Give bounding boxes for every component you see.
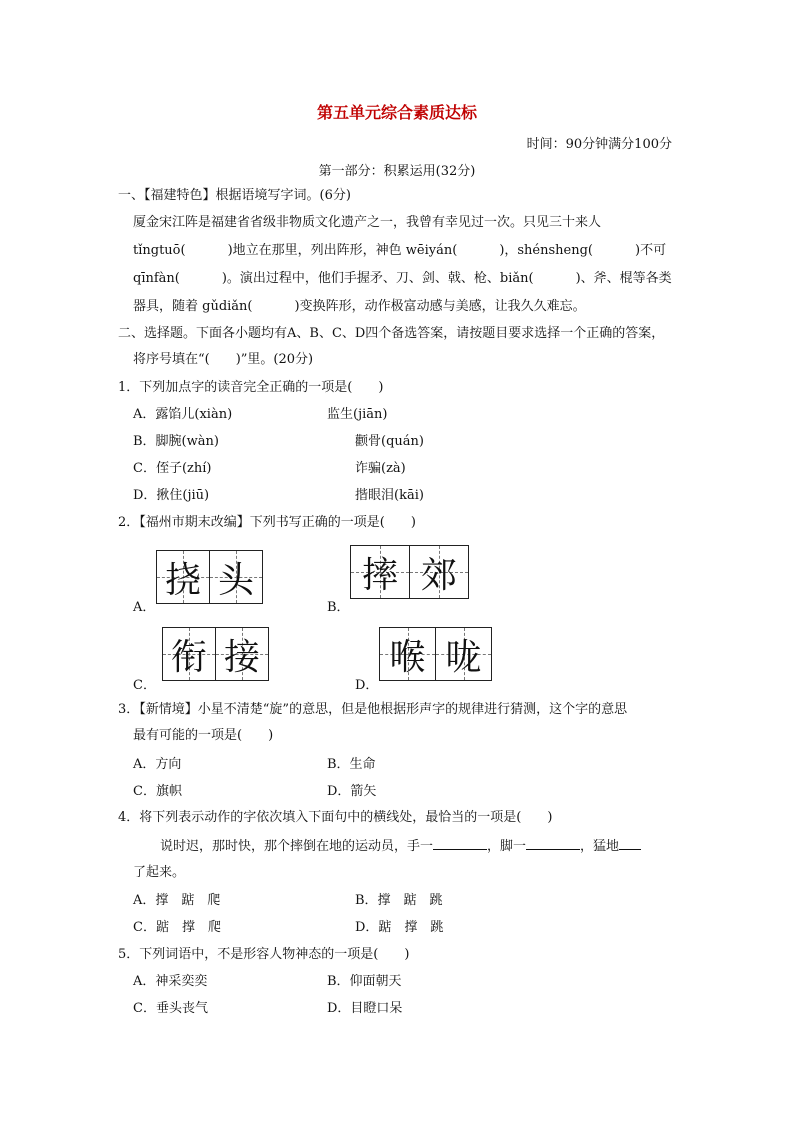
q3-option-c[interactable]: C．旗帜: [133, 784, 182, 799]
pinyin-bian: )。演出过程中，他们手握矛、刀、剑、戟、枪、biǎn(: [221, 271, 534, 286]
section1-line3: [133, 270, 672, 288]
fill-blank[interactable]: [526, 837, 580, 850]
q2-option-b-label[interactable]: B．: [327, 600, 350, 615]
page-title: 第五单元综合素质达标: [316, 103, 477, 122]
sentence-part: ，脚一: [487, 839, 527, 854]
part1-heading: 第一部分：积累运用(32分): [318, 164, 476, 179]
q4-stem: 4．将下列表示动作的字依次填入下面句中的横线处，最恰当的一项是( ): [118, 810, 553, 825]
q1-option-d-2: 揩眼泪(kāi): [355, 488, 424, 503]
q5-option-c[interactable]: C．垂头丧气: [133, 1001, 208, 1016]
fill-blank[interactable]: [619, 837, 641, 850]
q4-sentence: [160, 837, 641, 856]
pinyin-weiyan: )地立在那里，列出阵形，神色 wēiyán(: [227, 243, 458, 258]
section2-heading: 二、选择题。下面各小题均有A、B、C、D四个备选答案，请按题目要求选择一个正确的答案，: [118, 326, 665, 341]
section1-line1: 厦金宋江阵是福建省省级非物质文化遗产之一，我曾有幸见过一次。只见三十来人: [133, 215, 602, 230]
q4-option-d[interactable]: D．踮 撑 跳: [355, 920, 444, 935]
q1-option-c-2: 诈骗(zà): [355, 461, 406, 476]
section1-line4: [133, 298, 586, 316]
q3-option-a[interactable]: A．方向: [133, 757, 182, 772]
fill-blank[interactable]: [433, 837, 487, 850]
q1-option-c-1[interactable]: C．侄子(zhí): [133, 461, 212, 476]
tianzige-cell: 挠: [157, 551, 210, 603]
tianzige-cell: 咙: [436, 628, 491, 680]
pinyin-qinfan: qīnfàn(: [133, 271, 180, 286]
q2-option-d-grid[interactable]: [379, 627, 492, 681]
tianzige-cell: 摔: [351, 546, 410, 598]
section1-line2: [133, 242, 666, 260]
q2-option-a-label[interactable]: A．: [133, 600, 156, 615]
time-info: 时间：90分钟满分100分: [526, 137, 672, 152]
q2-stem: 2．【福州市期末改编】下列书写正确的一项是( ): [118, 515, 416, 530]
text-segment: )、斧、棍等各类: [575, 271, 672, 286]
tianzige-cell: 衔: [163, 628, 216, 680]
q3-option-d[interactable]: D．箭矢: [327, 784, 377, 799]
section2-heading-line2: 将序号填在“( )”里。(20分): [133, 352, 314, 367]
sentence-part: ，猛地: [580, 839, 620, 854]
text-segment: )不可: [635, 243, 667, 258]
q4-option-c[interactable]: C．踮 撑 爬: [133, 920, 221, 935]
tianzige-cell: 头: [210, 551, 262, 603]
q2-option-a-grid[interactable]: [156, 550, 263, 604]
q1-option-a-2: 监生(jiān): [327, 407, 388, 422]
text-segment: )变换阵形，动作极富动感与美感，让我久久难忘。: [294, 299, 586, 314]
tianzige-cell: 郊: [410, 546, 468, 598]
q4-sentence-end: 了起来。: [133, 865, 186, 880]
q5-option-d[interactable]: D．目瞪口呆: [327, 1001, 403, 1016]
q5-option-a[interactable]: A．神采奕奕: [133, 974, 208, 989]
q3-stem-1: 3．【新情境】小星不清楚“旋”的意思，但是他根据形声字的规律进行猜测，这个字的意思: [118, 702, 628, 717]
q1-option-b-2: 颧骨(quán): [355, 434, 424, 449]
sentence-part: 说时迟，那时快，那个摔倒在地的运动员，手一: [160, 839, 434, 854]
q1-stem: 1．下列加点字的读音完全正确的一项是( ): [118, 380, 384, 395]
pinyin-shensheng: )，shénsheng(: [499, 243, 593, 258]
q3-option-b[interactable]: B．生命: [327, 757, 376, 772]
q3-stem-2: 最有可能的一项是( ): [133, 728, 274, 743]
q1-option-a-1[interactable]: A．露馅儿(xiàn): [133, 407, 233, 422]
q2-option-c-grid[interactable]: [162, 627, 269, 681]
q4-option-a[interactable]: A．撑 踮 爬: [133, 893, 221, 908]
q2-option-b-grid[interactable]: [350, 545, 469, 599]
pinyin-tingtuo: tǐngtuō(: [133, 243, 186, 258]
q4-option-b[interactable]: B．撑 踮 跳: [355, 893, 443, 908]
tianzige-cell: 接: [216, 628, 268, 680]
q1-option-d-1[interactable]: D．揪住(jiū): [133, 488, 210, 503]
section1-heading: 一、【福建特色】根据语境写字词。(6分): [118, 188, 351, 203]
q2-option-d-label[interactable]: D．: [355, 678, 379, 693]
q2-option-c-label[interactable]: C．: [133, 678, 156, 693]
q5-option-b[interactable]: B．仰面朝天: [327, 974, 402, 989]
q5-stem: 5．下列词语中，不是形容人物神态的一项是( ): [118, 947, 410, 962]
tianzige-cell: 喉: [380, 628, 436, 680]
pinyin-gudian: 器具，随着 gǔdiǎn(: [133, 299, 253, 314]
q1-option-b-1[interactable]: B．脚腕(wàn): [133, 434, 219, 449]
